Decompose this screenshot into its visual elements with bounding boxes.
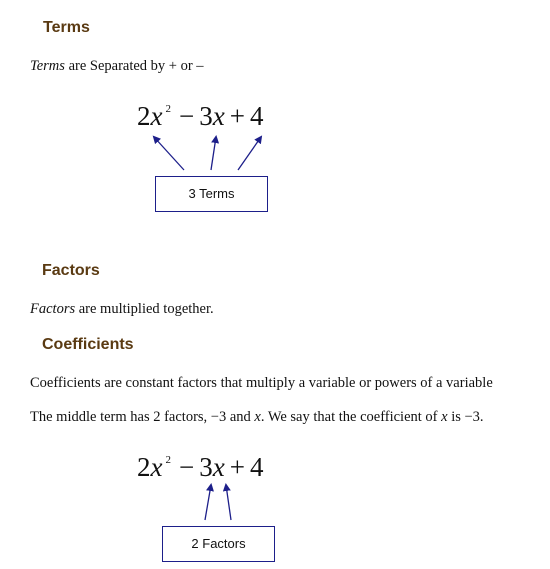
expr2-exponent: 2: [165, 454, 171, 466]
arrow-to-factor1: [205, 485, 211, 520]
expr2-minus: −: [178, 452, 195, 482]
terms-intro-text: are Separated by + or –: [64, 58, 204, 74]
expr2-var2: x: [212, 452, 225, 482]
expr1-exponent: 2: [165, 103, 171, 115]
expr2-coef: 2: [137, 452, 151, 482]
expr1-plus: +: [229, 101, 245, 131]
coefficients-heading: Coefficients: [42, 336, 134, 353]
coefficients-expression: [137, 452, 263, 483]
coef-example-var1: x: [254, 409, 261, 425]
expr2-var1: x: [150, 452, 163, 482]
arrow-to-factor2: [226, 485, 231, 520]
coef-example-text-b: . We say that the coefficient of: [260, 409, 442, 425]
factors-intro: [30, 301, 214, 318]
arrow-to-term1: [154, 137, 184, 170]
factors-heading: Factors: [42, 262, 100, 279]
expr1-term2: 3: [199, 101, 213, 131]
coef-example-text-a: The middle term has 2 factors, −3 and: [30, 409, 255, 425]
coef-example-var2: x: [441, 409, 448, 425]
coefficients-example: [30, 409, 484, 426]
terms-intro-italic: Terms: [30, 58, 65, 74]
terms-heading: Terms: [43, 19, 90, 36]
expr1-term3: 4: [249, 101, 264, 131]
expr2-term3: 4: [249, 452, 264, 482]
arrow-to-term2: [211, 137, 216, 170]
factors-label-box: 2 Factors: [162, 526, 275, 562]
factors-intro-text: are multiplied together.: [75, 301, 214, 317]
coefficients-definition: Coefficients are constant factors that multiply a variable or powers of a variable: [30, 375, 493, 391]
coef-example-text-c: is −3.: [447, 409, 484, 425]
arrow-to-term3: [238, 137, 261, 170]
expr2-term2: 3: [199, 452, 213, 482]
expr1-minus: −: [178, 101, 195, 131]
expr1-var1: x: [150, 101, 163, 131]
expr1-var2: x: [212, 101, 225, 131]
expr2-plus: +: [229, 452, 245, 482]
factors-intro-italic: Factors: [30, 301, 76, 317]
expr1-coef: 2: [137, 101, 151, 131]
terms-label-box: 3 Terms: [155, 176, 268, 212]
